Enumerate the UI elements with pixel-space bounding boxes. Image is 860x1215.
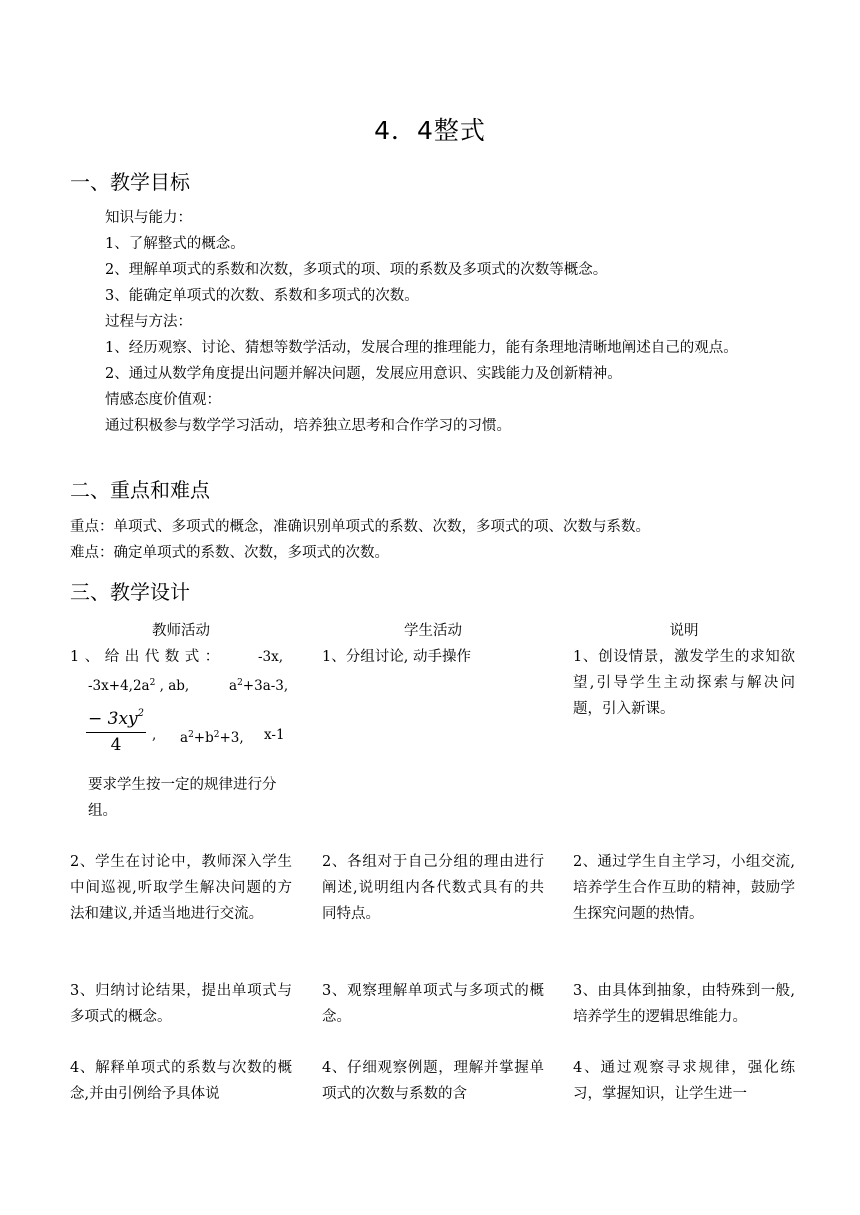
section-heading-design: 三、教学设计 [70,580,190,604]
student-activity: 3、观察理解单项式与多项式的概念。 [322,983,544,1025]
note: 4、通过观察寻求规律，强化练习，掌握知识，让学生进一 [573,1060,795,1102]
column-header-note: 说明 [669,623,699,639]
knowledge-item: 3、能确定单项式的次数、系数和多项式的次数。 [105,288,419,304]
emotion-item: 通过积极参与数学学习活动，培养独立思考和合作学习的习惯。 [105,418,511,434]
teacher-activity-tail: 要求学生按一定的规律进行分组。 [88,777,277,819]
student-activity: 2、各组对于自己分组的理由进行阐述,说明组内各代数式具有的共同特点。 [322,854,544,922]
note: 3、由具体到抽象，由特殊到一般,培养学生的逻辑思维能力。 [573,983,795,1025]
knowledge-item: 2、理解单项式的系数和次数，多项式的项、项的系数及多项式的次数等概念。 [105,262,608,278]
expression: $a^2+b^2+3$, [180,730,244,746]
document-title: 4．4整式 [374,116,486,145]
expression: $-3x+4,2a^2$ , ab, [88,678,190,694]
column-header-teacher: 教师活动 [152,623,210,639]
teacher-activity: 4、解释单项式的系数与次数的概念,并由引例给予具体说 [70,1060,292,1102]
emotion-heading: 情感态度价值观： [105,392,221,408]
section-heading-key-points: 二、重点和难点 [70,478,210,502]
key-point: 重点：单项式、多项式的概念，准确识别单项式的系数、次数，多项式的项、次数与系数。 [70,519,650,535]
column-header-student: 学生活动 [404,623,462,639]
teacher-activity: 3、归纳讨论结果，提出单项式与多项式的概念。 [70,983,292,1025]
expression: -3x, [258,649,284,665]
section-heading-objectives: 一、教学目标 [70,170,190,194]
difficult-point: 难点：确定单项式的系数、次数，多项式的次数。 [70,545,389,561]
expression: , [152,727,157,743]
knowledge-heading: 知识与能力： [105,210,192,226]
teacher-activity-intro: 1、给出代数式： [70,649,225,665]
process-heading: 过程与方法： [105,314,192,330]
student-activity: 1、分组讨论, 动手操作 [322,649,471,665]
student-activity: 4、仔细观察例题，理解并掌握单项式的次数与系数的含 [322,1060,544,1102]
note: 2、通过学生自主学习，小组交流,培养学生合作互助的精神，鼓励学生探究问题的热情。 [573,854,795,922]
process-item: 2、通过从数学角度提出问题并解决问题，发展应用意识、实践能力及创新精神。 [105,366,622,382]
teacher-activity: 2、学生在讨论中，教师深入学生中间巡视,听取学生解决问题的方法和建议,并适当地进行交流。 [70,854,292,922]
fraction-expression: $\frac{- 3xy^2}{4}$ [86,703,146,757]
key-points-block [70,514,792,566]
objectives-block [70,205,792,439]
note: 1、创设情景，激发学生的求知欲望,引导学生主动探索与解决问题，引入新课。 [573,649,795,717]
process-item: 1、经历观察、讨论、猜想等数学活动，发展合理的推理能力，能有条理地清晰地阐述自己的观点。 [105,340,738,356]
expression: x-1 [264,727,285,743]
knowledge-item: 1、了解整式的概念。 [105,236,245,252]
expression: $a^2+3a-3$, [229,678,289,694]
